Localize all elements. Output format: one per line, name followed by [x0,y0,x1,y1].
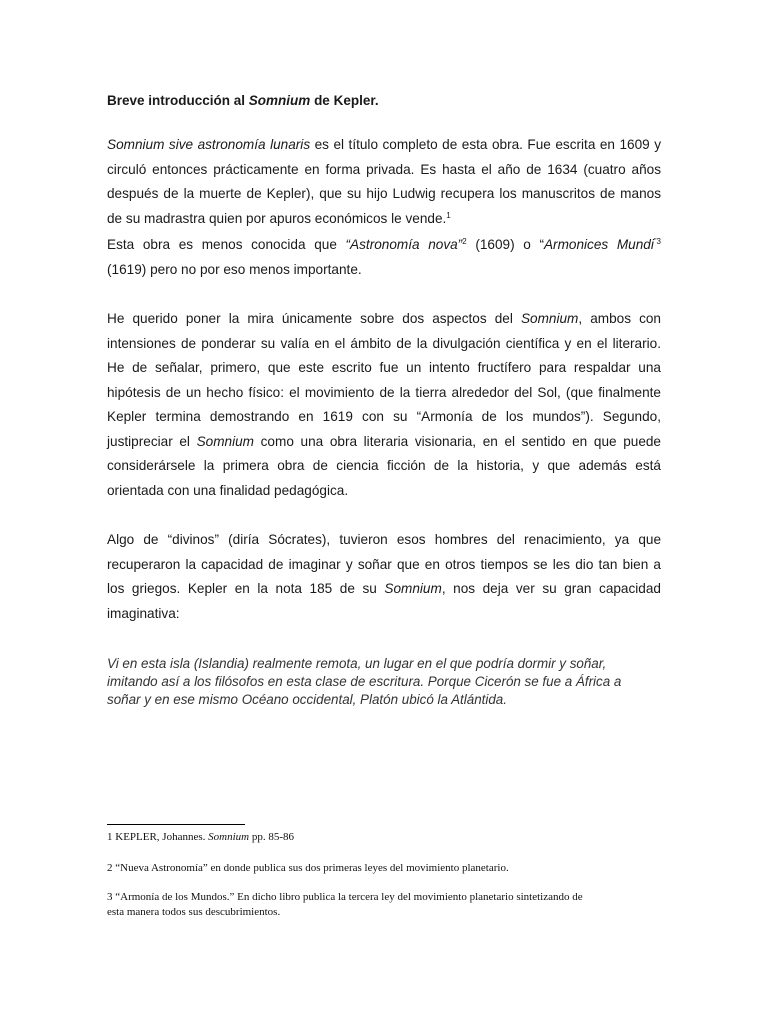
footnote-3: 3 “Armonía de los Mundos.” En dicho libro publica la tercera ley del movimiento planetario sintetizando de esta manera todos sus descubrimientos. [107,891,583,918]
paragraph-line: He querido poner la mira únicamente sobre dos aspectos del Somnium, ambos con [107,311,661,326]
paragraph-line: considerársele la primera obra de ciencia ficción de la historia, y que además está [107,458,661,473]
paragraph-line: recuperaron la capacidad de imaginar y soñar que en otros tiempos se les dio tan bien a [107,556,661,572]
footnote-1: 1 KEPLER, Johannes. Somnium pp. 85-86 [107,831,295,843]
paragraph-line: los griegos. Kepler en la nota 185 de su Somnium, nos deja ver su gran capacidad [107,581,661,596]
document-title [107,93,379,108]
paragraph-4 [107,528,661,626]
paragraph-3 [107,307,661,503]
paragraph-line: Esta obra es menos conocida que “Astronomía nova”$^2$ (1609) o “Armonices Mundi$^{”3}$ [107,237,661,252]
footnote-ref: 1 [446,210,451,220]
paragraph-line: (1619) pero no por eso menos importante. [107,261,362,277]
paragraph-line: Kepler termina demostrando en 1619 con su “Armonía de los mundos”). Segundo, [107,409,661,424]
quote-line: soñar y en ese mismo Océano occidental, Platón ubicó la Atlántida. [107,692,507,707]
paragraph-1 [107,133,661,231]
paragraph-2 [107,233,661,282]
quote-line: imitando así a los filósofos en esta clase de escritura. Porque Cicerón se fue a África a [107,674,622,689]
paragraph-line: circuló entonces prácticamente en forma privada. Es hasta el año de 1634 (cuatro años [107,161,661,177]
paragraph-line: justipreciar el Somnium como una obra literaria visionaria, en el sentido en que puede [107,433,661,449]
footnote-ref: ”3 [653,237,661,246]
paragraph-line: después de la muerte de Kepler), que su hijo Ludwig recupera los manuscritos de manos [107,186,661,201]
footnote-2: 2 “Nueva Astronomía” en donde publica sus dos primeras leyes del movimiento planetario. [107,862,509,874]
paragraph-line: orientada con una finalidad pedagógica. [107,482,349,498]
quote-line: Vi en esta isla (Islandia) realmente remota, un lugar en el que podría dormir y soñar, [107,656,607,671]
paragraph-line: Somnium sive astronomía lunaris es el título completo de esta obra. Fue escrita en 1609 y [107,137,662,152]
title-prefix: Breve introducción al [107,93,249,108]
paragraph-line: Algo de “divinos” (diría Sócrates), tuvieron esos hombres del renacimiento, ya que [107,532,661,547]
paragraph-line: hipótesis de un hecho físico: el movimiento de la tierra alrededor del Sol, (que finalmente [107,384,661,400]
title-italic: Somnium [248,93,311,108]
paragraph-line: de su madrastra quien por apuros económicos le vende.$^1$ [107,210,451,226]
paragraph-line: imaginativa: [107,605,180,621]
footnote-separator [107,824,245,825]
footnote-ref: 2 [462,237,467,246]
kepler-quote [107,655,667,709]
paragraph-line: He de señalar, primero, que este escrito fue un intento fructífero para respaldar una [107,360,661,375]
italic-phrase: Somnium sive astronomía lunaris [107,137,311,152]
paragraph-line: intensiones de ponderar su valía en el ámbito de la divulgación científica y en el literario. [107,335,661,351]
title-suffix: de Kepler. [310,93,379,108]
